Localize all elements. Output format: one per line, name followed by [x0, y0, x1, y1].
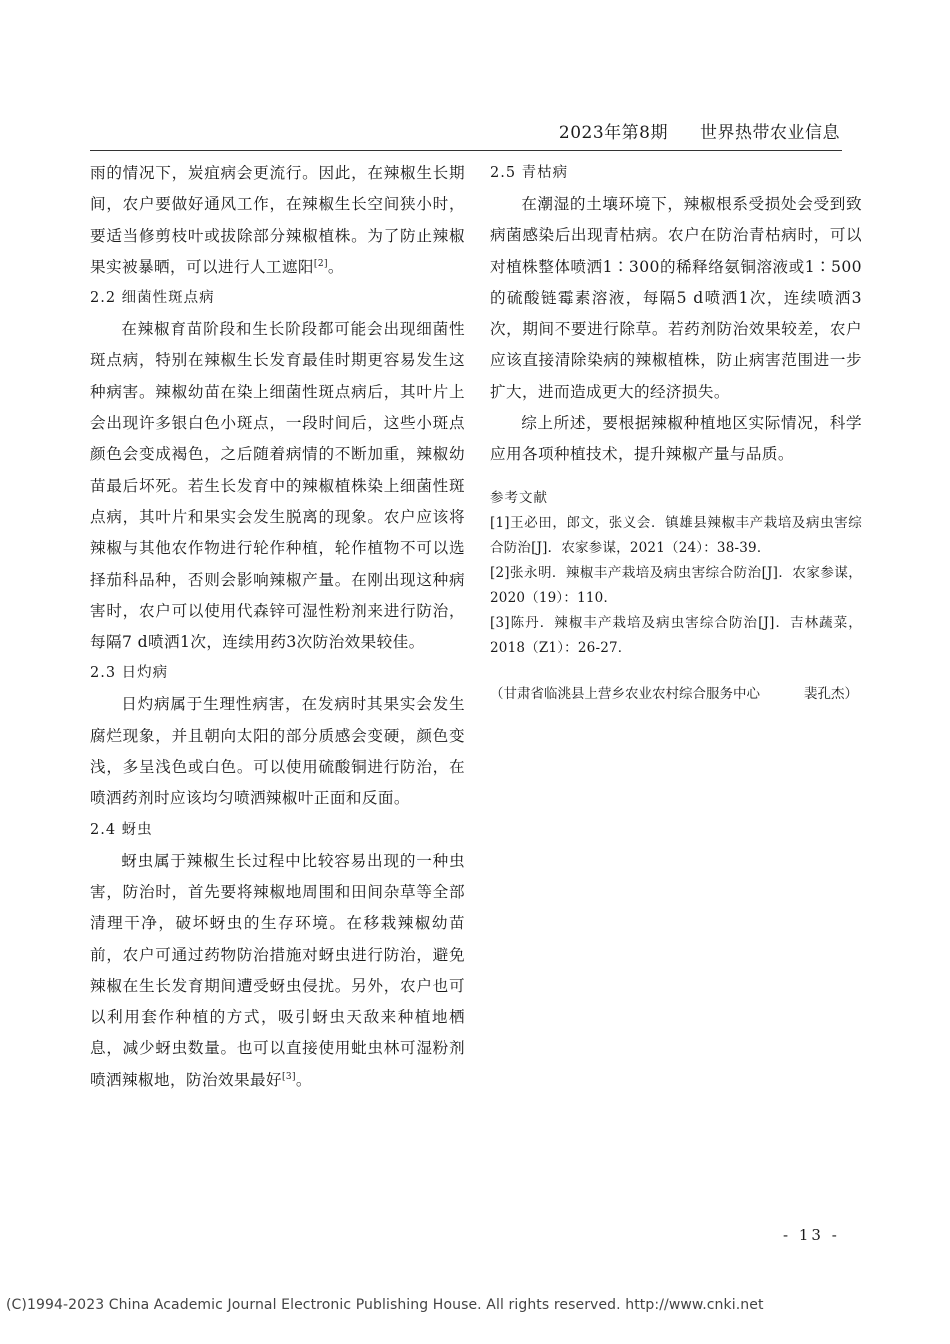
paragraph-2-5: 在潮湿的土壤环境下，辣椒根系受损处会受到致病菌感染后出现青枯病。农户在防治青枯病时，可以对植株整体喷洒1∶300的稀释络氨铜溶液或1∶500的硫酸链霉素溶液，每隔5 d喷洒1次，连续喷洒3次，期间不要进行除草。若药剂防治效果较差，农户应该直接清除染病的辣椒植株，防止病害范围进一步扩大，进而造成更大的经济损失。 — [490, 195, 862, 401]
issue-label: 2023年第8期 — [558, 123, 668, 143]
paragraph-2-4: 蚜虫属于辣椒生长过程中比较容易出现的一种虫害，防治时，首先要将辣椒地周围和田间杂草等全部清理干净，破坏蚜虫的生存环境。在移栽辣椒幼苗前，农户可通过药物防治措施对蚜虫进行防治，避免辣椒在生长发育期间遭受蚜虫侵扰。另外，农户也可以利用套作种植的方式，吸引蚜虫天敌来种植地栖息，减少蚜虫数量。也可以直接使用蚍虫林可湿粉剂喷洒辣椒地，防治效果最好[3]。 — [90, 851, 465, 1089]
author-name: 裴孔杰） — [804, 685, 858, 702]
citation-3: [3] — [281, 1071, 296, 1082]
citation-2: [2] — [313, 258, 328, 269]
paragraph-2-2: 在辣椒育苗阶段和生长阶段都可能会出现细菌性斑点病，特别在辣椒生长发育最佳时期更容易发生这种病害。辣椒幼苗在染上细菌性斑点病后，其叶片上会出现许多银白色小斑点，一段时间后，这些小斑点颜色会变成褐色，之后随着病情的不断加重，辣椒幼苗最后坏死。若生长发育中的辣椒植株染上细菌性斑点病，其叶片和果实会发生脱离的现象。农户应该将辣椒与其他农作物进行轮作种植，轮作植物不可以选择茄科品种，否则会影响辣椒产量。在刚出现这种病害时，农户可以使用代森锌可湿性粉剂来进行防治，每隔7 d喷洒1次，连续用药3次防治效果较佳。 — [90, 320, 465, 652]
section-heading-2-3: 2.3 日灼病 — [90, 665, 169, 682]
copyright-line: (C)1994-2023 China Academic Journal Electronic Publishing House. All rights reserved. http://www.cnki.net — [6, 1297, 764, 1313]
journal-name: 世界热带农业信息 — [700, 123, 840, 143]
running-header — [90, 118, 840, 143]
section-heading-2-2: 2.2 细菌性斑点病 — [90, 290, 215, 307]
header-rule — [90, 150, 842, 151]
section-heading-2-5: 2.5 青枯病 — [490, 165, 569, 181]
paragraph-intro: 雨的情况下，炭疽病会更流行。因此，在辣椒生长期间，农户要做好通风工作，在辣椒生长空间狭小时，要适当修剪枝叶或拔除部分辣椒植株。为了防止辣椒果实被暴晒，可以进行人工遮阳[2]。 — [90, 164, 465, 276]
affiliation-text: （甘肃省临洮县上营乡农业农村综合服务中心 — [490, 685, 760, 702]
author-affiliation — [490, 681, 862, 707]
right-column — [490, 158, 862, 707]
page-number: - 13 - — [783, 1226, 840, 1244]
reference-1: [1]王必田，郎文，张义会．镇雄县辣椒丰产栽培及病虫害综合防治[J]．农家参谋，2021（24）：38-39． — [490, 514, 862, 556]
left-column — [90, 158, 465, 1096]
reference-3: [3]陈丹．辣椒丰产栽培及病虫害综合防治[J]．吉林蔬菜，2018（Z1）：26-27． — [490, 614, 862, 656]
reference-2: [2]张永明．辣椒丰产栽培及病虫害综合防治[J]．农家参谋，2020（19）：110． — [490, 564, 862, 606]
paragraph-2-3: 日灼病属于生理性病害，在发病时其果实会发生腐烂现象，并且朝向太阳的部分质感会变硬，颜色变浅，多呈浅色或白色。可以使用硫酸铜进行防治，在喷洒药剂时应该均匀喷洒辣椒叶正面和反面。 — [90, 695, 465, 808]
section-heading-2-4: 2.4 蚜虫 — [90, 821, 153, 838]
references-heading: 参考文献 — [490, 489, 548, 506]
paragraph-conclusion: 综上所述，要根据辣椒种植地区实际情况，科学应用各项种植技术，提升辣椒产量与品质。 — [490, 414, 862, 464]
